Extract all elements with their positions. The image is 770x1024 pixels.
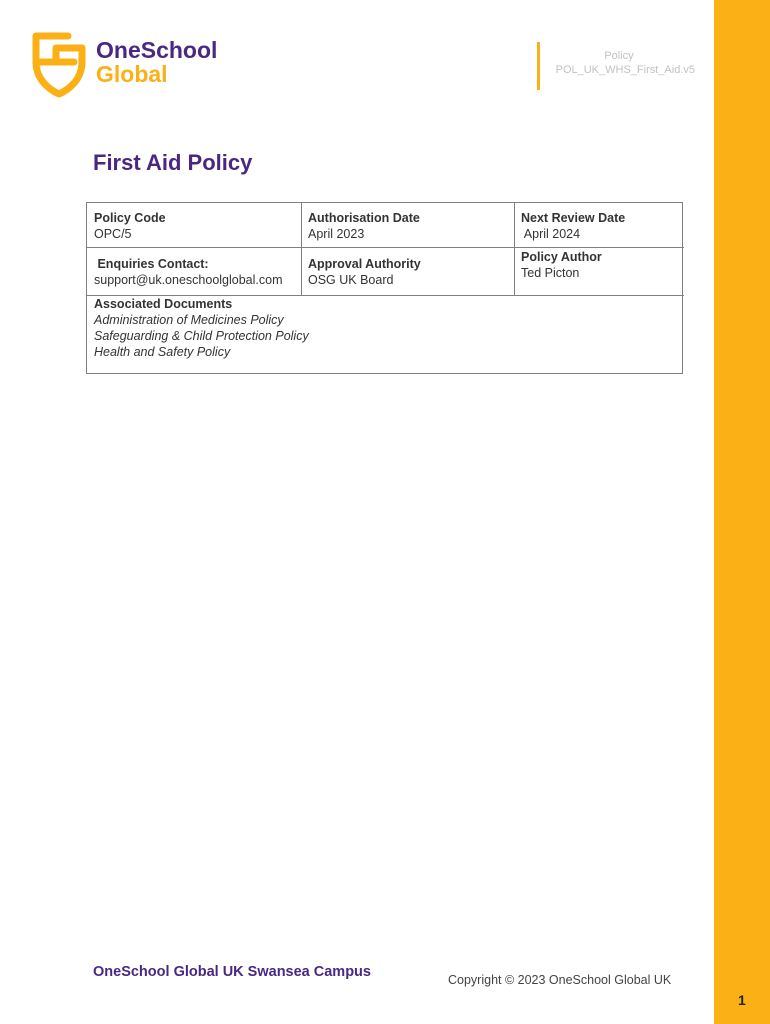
- cell-next-review-date: [514, 210, 684, 242]
- os-shield-logo-icon: [32, 32, 86, 98]
- footer-campus-name: OneSchool Global UK Swansea Campus: [93, 964, 371, 980]
- table-divider: [87, 247, 301, 248]
- associated-document-item: Safeguarding & Child Protection Policy: [94, 329, 309, 343]
- doc-filename: POL_UK_WHS_First_Aid.v5: [555, 64, 695, 76]
- enquiries-contact-email: support@uk.oneschoolglobal.com: [94, 273, 283, 287]
- policy-author-label: Policy Author: [521, 250, 602, 264]
- cell-enquiries-contact: [87, 256, 301, 288]
- associated-documents-label: Associated Documents: [94, 297, 233, 311]
- table-divider: [301, 247, 684, 248]
- policy-info-table: [86, 202, 683, 374]
- policy-author-value: Ted Picton: [521, 266, 580, 280]
- brand-name-line2: Global: [96, 61, 168, 87]
- cell-policy-author: [514, 249, 684, 281]
- associated-document-item: Administration of Medicines Policy: [94, 313, 284, 327]
- cell-associated-documents: [87, 296, 684, 360]
- approval-authority-label: Approval Authority: [308, 257, 421, 271]
- document-reference: [537, 42, 697, 90]
- doc-type-label: Policy: [604, 50, 634, 62]
- next-review-date-label: Next Review Date: [521, 211, 626, 225]
- cell-approval-authority: [301, 256, 514, 288]
- doc-ref-divider: [537, 42, 540, 90]
- policy-code-label: Policy Code: [94, 211, 166, 225]
- footer-copyright: Copyright © 2023 OneSchool Global UK: [448, 973, 672, 987]
- page-number: 1: [738, 992, 746, 1008]
- authorisation-date-value: April 2023: [308, 227, 365, 241]
- enquiries-contact-label: Enquiries Contact:: [94, 257, 209, 271]
- policy-code-value: OPC/5: [94, 227, 132, 241]
- brand-logo: [32, 32, 242, 98]
- associated-documents-list: [94, 312, 677, 360]
- side-accent-bar: [714, 0, 770, 1024]
- page-title: First Aid Policy: [93, 150, 253, 175]
- approval-authority-value: OSG UK Board: [308, 273, 394, 287]
- authorisation-date-label: Authorisation Date: [308, 211, 420, 225]
- brand-name-line1: OneSchool: [96, 37, 218, 63]
- next-review-date-value: April 2024: [521, 227, 581, 241]
- associated-document-item: Health and Safety Policy: [94, 345, 231, 359]
- cell-policy-code: [87, 210, 301, 242]
- cell-authorisation-date: [301, 210, 514, 242]
- brand-wordmark: [96, 38, 217, 86]
